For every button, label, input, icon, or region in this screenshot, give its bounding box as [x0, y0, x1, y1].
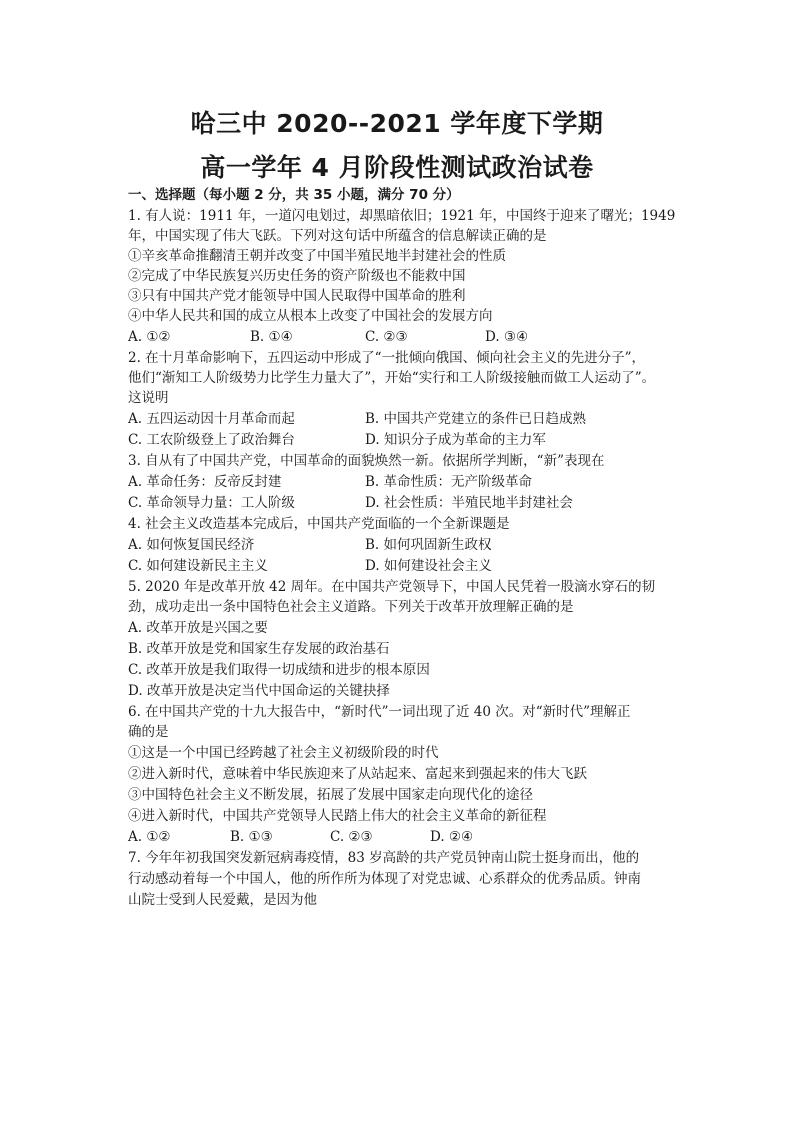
q2-option-d: D. 知识分子成为革命的主力军: [365, 432, 546, 448]
q6-statement-3: ③中国特色社会主义不断发展，拓展了发展中国家走向现代化的途径: [128, 787, 533, 803]
q2-option-b: B. 中国共产党建立的条件已日趋成熟: [365, 411, 587, 427]
q2-stem-line1: 2. 在十月革命影响下，五四运动中形成了“一批倾向俄国、倾向社会主义的先进分子”，: [128, 350, 645, 366]
q4-stem-line1: 4. 社会主义改造基本完成后，中国共产党面临的一个全新课题是: [128, 516, 510, 532]
q1-option-a: A. ①②: [128, 329, 171, 345]
q1-option-c: C. ②③: [365, 329, 408, 345]
exam-title-line2: 高一学年 4 月阶段性测试政治试卷: [200, 153, 594, 182]
q3-option-a: A. 革命任务：反帝反封建: [128, 474, 282, 490]
q6-statement-2: ②进入新时代，意味着中华民族迎来了从站起来、富起来到强起来的伟大飞跃: [128, 766, 587, 782]
q1-stem-line1: 1. 有人说：1911 年，一道闪电划过，却黑暗依旧；1921 年，中国终于迎来了曙光；1949: [128, 208, 676, 224]
q6-option-c: C. ②③: [330, 829, 373, 845]
q4-option-b: B. 如何巩固新生政权: [365, 537, 492, 553]
q3-option-d: D. 社会性质：半殖民地半封建社会: [365, 495, 573, 511]
q5-stem-line2: 劲，成功走出一条中国特色社会主义道路。下列关于改革开放理解正确的是: [128, 599, 574, 615]
q2-option-c: C. 工农阶级登上了政治舞台: [128, 432, 295, 448]
q3-option-b: B. 革命性质：无产阶级革命: [365, 474, 533, 490]
q6-option-b: B. ①③: [230, 829, 273, 845]
q7-stem-line3: 山院士受到人民爱戴，是因为他: [128, 892, 317, 908]
q1-statement-2: ②完成了中华民族复兴历史任务的资产阶级也不能救中国: [128, 268, 466, 284]
q2-stem-line3: 这说明: [128, 390, 169, 406]
q2-stem-line2: 他们“渐知工人阶级势力比学生力量大了”，开始“实行和工人阶级接触而做工人运动了”。: [128, 370, 656, 386]
exam-title-line1: 哈三中 2020--2021 学年度下学期: [190, 109, 604, 138]
q1-statement-4: ④中华人民共和国的成立从根本上改变了中国社会的发展方向: [128, 308, 493, 324]
q5-stem-line1: 5. 2020 年是改革开放 42 周年。在中国共产党领导下，中国人民凭着一股滴水穿石的韧: [128, 579, 656, 595]
q1-stem-line2: 年，中国实现了伟大飞跃。下列对这句话中所蕴含的信息解读正确的是: [128, 228, 547, 244]
q6-statement-4: ④进入新时代，中国共产党领导人民踏上伟大的社会主义革命的新征程: [128, 808, 547, 824]
q7-stem-line2: 行动感动着每一个中国人，他的所作所为体现了对党忠诚、心系群众的优秀品质。钟南: [128, 871, 641, 887]
q6-stem-line2: 确的是: [128, 724, 169, 740]
q5-option-c: C. 改革开放是我们取得一切成绩和进步的根本原因: [128, 662, 430, 678]
q4-option-c: C. 如何建设新民主主义: [128, 558, 268, 574]
q1-statement-1: ①辛亥革命推翻清王朝并改变了中国半殖民地半封建社会的性质: [128, 248, 506, 264]
q2-option-a: A. 五四运动因十月革命而起: [128, 411, 295, 427]
q1-option-b: B. ①④: [250, 329, 293, 345]
q6-statement-1: ①这是一个中国已经跨越了社会主义初级阶段的时代: [128, 745, 439, 761]
q6-option-a: A. ①②: [128, 829, 171, 845]
q4-option-a: A. 如何恢复国民经济: [128, 537, 255, 553]
q3-stem-line1: 3. 自从有了中国共产党，中国革命的面貌焕然一新。依据所学判断，“新”表现在: [128, 453, 605, 469]
q4-option-d: D. 如何建设社会主义: [365, 558, 492, 574]
section-heading: 一、选择题（每小题 2 分，共 35 小题，满分 70 分）: [128, 187, 460, 203]
q7-stem-line1: 7. 今年年初我国突发新冠病毒疫情，83 岁高龄的共产党员钟南山院士挺身而出，他的: [128, 850, 640, 866]
q6-stem-line1: 6. 在中国共产党的十九大报告中，“新时代”一词出现了近 40 次。对“新时代”理解正: [128, 704, 631, 720]
q5-option-a: A. 改革开放是兴国之要: [128, 620, 268, 636]
q3-option-c: C. 革命领导力量：工人阶级: [128, 495, 295, 511]
q5-option-d: D. 改革开放是决定当代中国命运的关键抉择: [128, 683, 390, 699]
q1-statement-3: ③只有中国共产党才能领导中国人民取得中国革命的胜利: [128, 288, 466, 304]
q1-option-d: D. ③④: [485, 329, 529, 345]
q5-option-b: B. 改革开放是党和国家生存发展的政治基石: [128, 641, 390, 657]
q6-option-d: D. ②④: [430, 829, 474, 845]
